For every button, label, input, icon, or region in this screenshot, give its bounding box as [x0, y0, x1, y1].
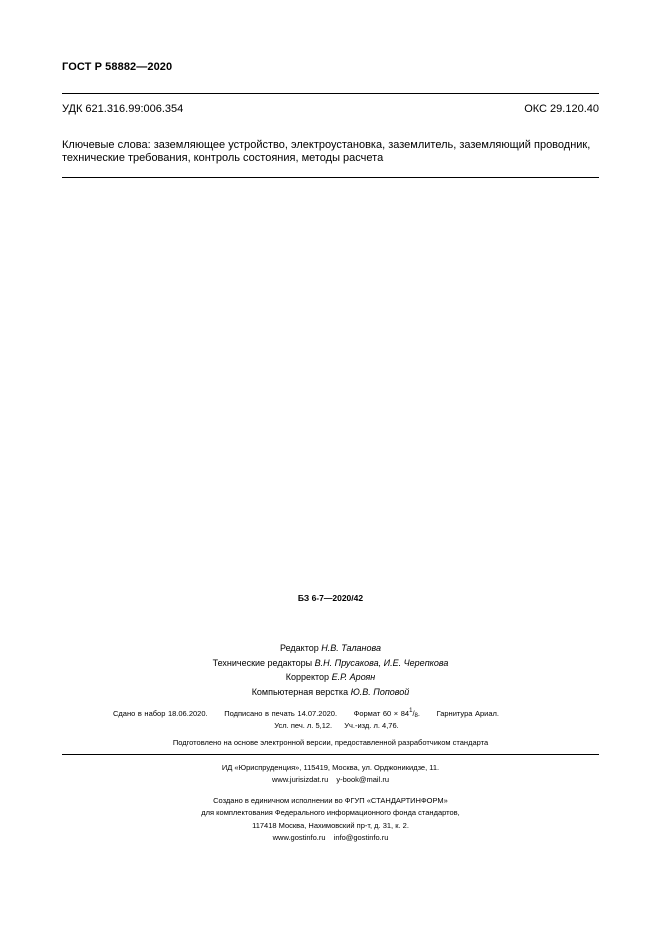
publisher-sheets: Уч.-изд. л. 4,76.	[344, 721, 399, 730]
printing-details	[113, 708, 499, 719]
keywords: Ключевые слова: заземляющее устройство, электроустановка, заземлитель, заземляющий проводник, технические требования, контроль состояния, методы расчета	[62, 139, 591, 164]
gostinfo-email-link[interactable]: info@gostinfo.ru	[333, 832, 389, 842]
bz-number: БЗ 6-7—2020/42	[297, 593, 364, 603]
publisher-website-link[interactable]: www.jurisizdat.ru	[272, 774, 329, 784]
top-divider	[62, 93, 599, 94]
made-block	[0, 795, 661, 818]
credit-role: Корректор	[285, 672, 330, 682]
credit-name: Е.Р. Ароян	[331, 672, 376, 682]
credits-block	[0, 641, 661, 699]
oks-code: ОКС 29.120.40	[524, 103, 599, 115]
prepared-note: Подготовлено на основе электронной версии, предоставленной разработчиком стандарта	[172, 738, 489, 747]
gostinfo-website-link[interactable]: www.gostinfo.ru	[272, 832, 326, 842]
credit-name: Ю.В. Поповой	[350, 686, 410, 697]
typeface: Гарнитура Ариал.	[436, 709, 499, 718]
credit-tech-editors	[0, 656, 661, 671]
publisher-address: ИД «Юриспруденция», 115419, Москва, ул. Орджоникидзе, 11.	[221, 763, 440, 772]
credit-editor	[0, 641, 661, 656]
print-sheets: Усл. печ. л. 5,12.	[274, 721, 333, 730]
paper-format: Формат $60 \times 84^1/_8$.	[353, 708, 420, 719]
credit-role: Технические редакторы	[212, 657, 313, 668]
standard-id: ГОСТ Р 58882—2020	[62, 61, 173, 73]
bottom-divider	[62, 754, 599, 755]
typeset-date: Сдано в набор 18.06.2020.	[113, 709, 208, 718]
keywords-divider	[62, 177, 599, 178]
credit-role: Компьютерная верстка	[251, 686, 349, 697]
udc-code: УДК 621.316.99:006.354	[62, 103, 184, 115]
signed-date: Подписано в печать 14.07.2020.	[224, 709, 338, 718]
made-line: для комплектования Федерального информационного фонда стандартов,	[201, 807, 460, 817]
publisher-block	[0, 762, 661, 785]
credit-layout	[0, 685, 661, 700]
credit-name: В.Н. Прусакова, И.Е. Черепкова	[314, 657, 449, 668]
publisher-contacts	[0, 774, 661, 786]
credit-role: Редактор	[279, 643, 319, 653]
made-line: Создано в единичном исполнении во ФГУП «СТАНДАРТИНФОРМ»	[213, 796, 448, 805]
standartinform-contacts	[0, 832, 661, 844]
publisher-email-link[interactable]: y-book@mail.ru	[336, 774, 389, 784]
credit-corrector	[0, 670, 661, 685]
sheet-counts	[0, 721, 661, 730]
standartinform-address: 117418 Москва, Нахимовский пр-т, д. 31, к. 2.	[252, 821, 409, 830]
credit-name: Н.В. Таланова	[321, 643, 382, 653]
standartinform-block	[0, 820, 661, 843]
